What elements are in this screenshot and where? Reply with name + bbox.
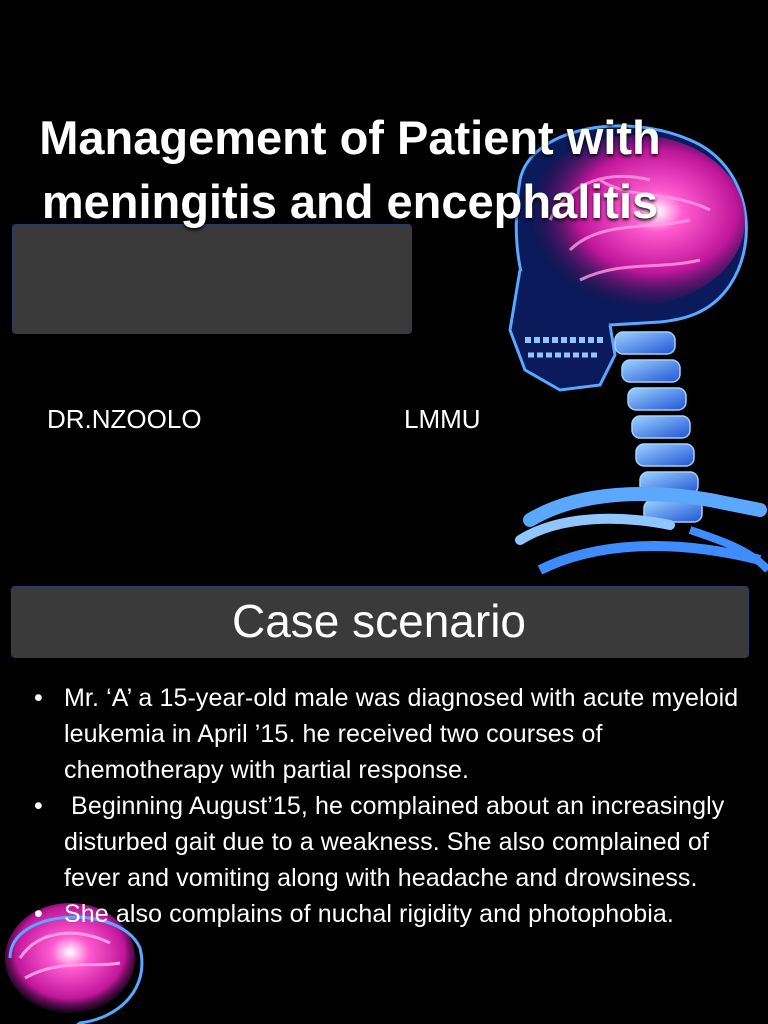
bullet-icon: •: [34, 684, 43, 712]
list-item: • Beginning August’15, he complained about an increasingly disturbed gait due to a weakness. She also complained of fever and vomiting along with headache and drowsiness.: [26, 788, 766, 896]
case-scenario-slide: [0, 578, 768, 1024]
title-box: [12, 224, 412, 334]
case-bullets: [26, 680, 766, 932]
slide-title: Management of Patient with meningitis and encephalitis: [39, 111, 661, 228]
author-name: DR.NZOOLO: [47, 404, 202, 434]
institution-name: LMMU: [404, 404, 481, 434]
list-item: • She also complains of nuchal rigidity and photophobia.: [26, 896, 766, 932]
list-item: • Mr. ‘A’ a 15-year-old male was diagnosed with acute myeloid leukemia in April ’15. he received two courses of chemotherapy with partial response.: [26, 680, 766, 788]
case-heading: Case scenario: [231, 595, 527, 647]
bullet-icon: •: [34, 792, 43, 820]
bullet-icon: •: [34, 900, 43, 928]
